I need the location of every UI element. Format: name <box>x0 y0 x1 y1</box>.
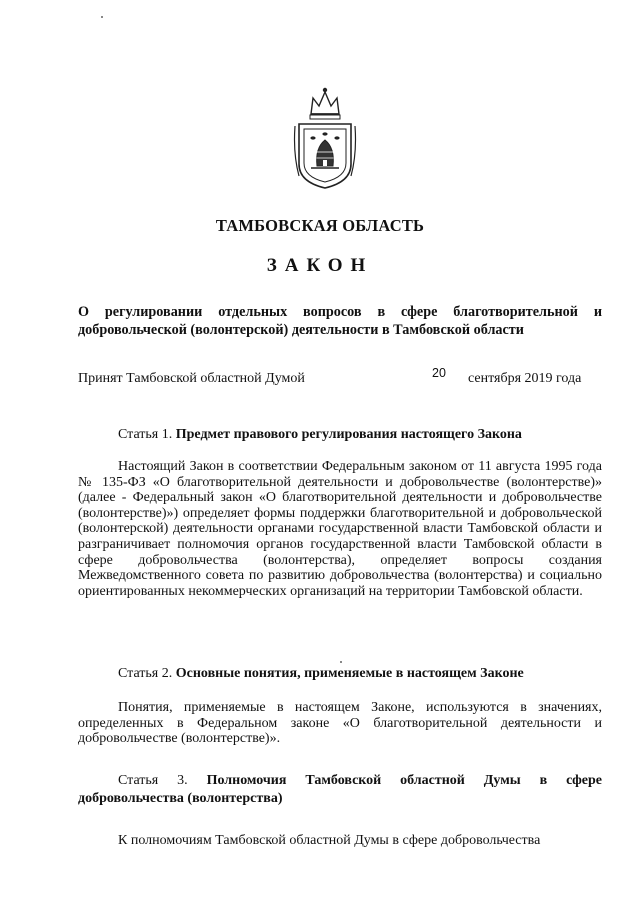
adoption-label: Принят Тамбовской областной Думой <box>78 371 305 386</box>
article-2-number: Статья 2. <box>118 666 173 681</box>
article-1-number: Статья 1. <box>118 427 173 442</box>
article-2-text: Понятия, применяемые в настоящем Законе, используются в значениях, определенных в Федеральном законе «О благотворительной деятельности и добровольчестве (волонтерстве)». <box>78 700 602 747</box>
article-2-heading <box>118 666 524 682</box>
law-heading: ЗАКОН <box>266 255 374 276</box>
article-1-text: Настоящий Закон в соответствии Федеральным законом от 11 августа 1995 года № 135-ФЗ «О благотворительной деятельности и добровольчестве (волонтерстве)» (далее - Федеральный закон «О благотворительной деятельности и добровольчестве (волонтерстве)») определяет формы поддержки благотворительной и добровольческой (волонтерской) деятельности органами государственной власти Тамбовской области и разграничивает полномочия органов государственной власти Тамбовской области в сфере добровольчества (волонтерства), определяет вопросы создания Межведомственного совета по развитию добровольчества (волонтерства) и социально ориентированных некоммерческих организаций на территории Тамбовской области. <box>78 459 602 599</box>
law-title: О регулировании отдельных вопросов в сфере благотворительной и добровольческой (волонтерской) деятельности в Тамбовской области <box>78 304 602 338</box>
region-name: ТАМБОВСКАЯ ОБЛАСТЬ <box>215 216 425 235</box>
article-3-number: Статья 3. <box>118 773 188 788</box>
coat-of-arms-emblem <box>291 84 359 192</box>
article-2-title: Основные понятия, применяемые в настоящем Законе <box>175 666 524 681</box>
article-3-heading <box>78 772 602 808</box>
scan-speck <box>340 661 342 663</box>
adoption-date: сентября 2019 года <box>468 371 582 386</box>
scan-speck <box>101 16 103 18</box>
article-1-heading <box>118 427 522 443</box>
article-3-title: Полномочия Тамбовской областной Думы в сфере добровольчества (волонтерства) <box>78 773 602 806</box>
article-3-text: К полномочиям Тамбовской областной Думы в сфере добровольчества <box>118 833 541 848</box>
article-1-title: Предмет правового регулирования настоящего Закона <box>175 427 522 442</box>
adoption-day: 20 <box>432 366 446 380</box>
